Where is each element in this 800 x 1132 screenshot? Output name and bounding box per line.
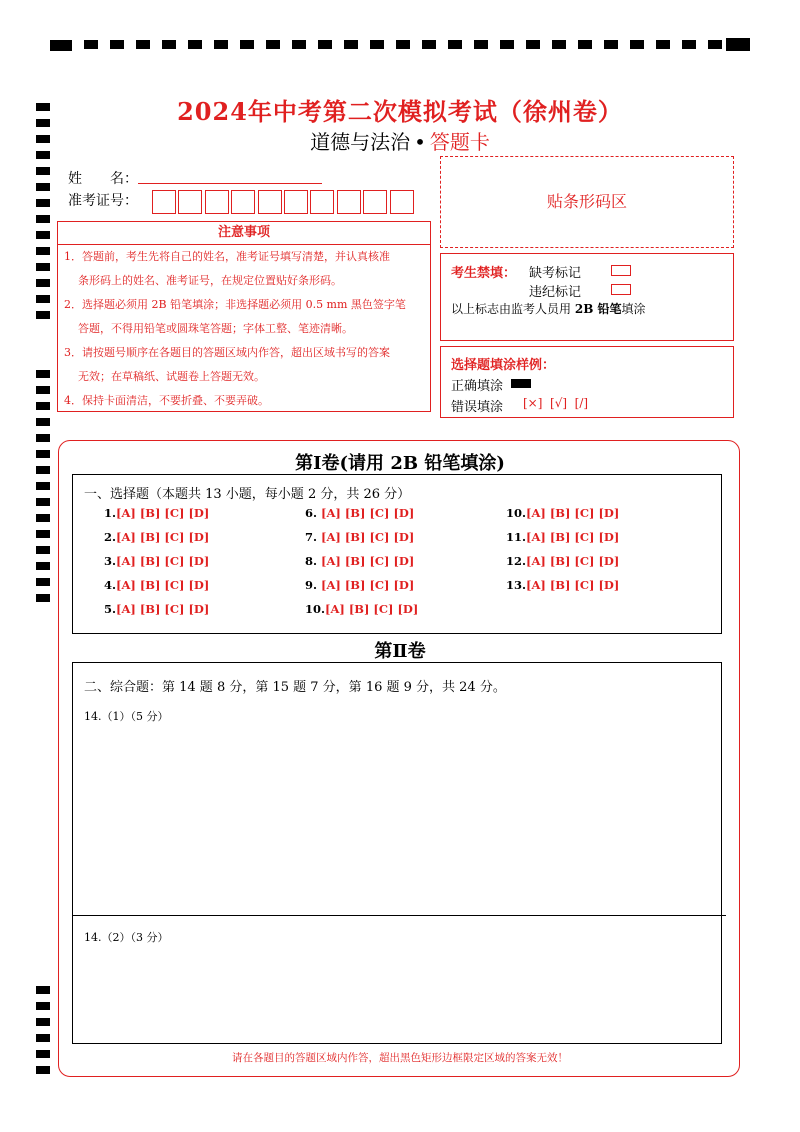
divider-line xyxy=(72,915,726,916)
separator-dot: • xyxy=(414,130,426,154)
question-6[interactable]: 6. [A] [B] [C] [D] xyxy=(305,506,415,520)
notice-line: 无效；在草稿纸、试题卷上答题无效。 xyxy=(78,370,265,383)
question-3[interactable]: 3.[A] [B] [C] [D] xyxy=(104,554,210,568)
question-2[interactable]: 2.[A] [B] [C] [D] xyxy=(104,530,210,544)
violation-mark-box[interactable] xyxy=(611,284,631,295)
notice-line: 答题，不得用铅笔或圆珠笔答题；字体工整、笔迹清晰。 xyxy=(78,322,353,335)
question-8[interactable]: 8. [A] [B] [C] [D] xyxy=(305,554,415,568)
answer-area-14-1[interactable] xyxy=(74,720,720,914)
notice-line: 1．答题前，考生先将自己的姓名，准考证号填写清楚，并认真核准 xyxy=(64,250,390,263)
question-14-1-label: 14.（1）（5 分） xyxy=(84,710,169,723)
notice-line: 2．选择题必须用 2B 铅笔填涂；非选择题必须用 0.5 mm 黑色签字笔 xyxy=(64,298,406,311)
question-10[interactable]: 10.[A] [B] [C] [D] xyxy=(506,506,620,520)
question-10-left[interactable]: 10.[A] [B] [C] [D] xyxy=(305,602,419,616)
question-7[interactable]: 7. [A] [B] [C] [D] xyxy=(305,530,415,544)
absent-mark-label: 缺考标记 xyxy=(529,266,582,281)
violation-mark-label: 违纪标记 xyxy=(529,285,582,300)
wrong-fill-samples: [×] [√] [/] xyxy=(523,396,589,410)
notice-line: 条形码上的姓名、准考证号，在规定位置贴好条形码。 xyxy=(78,274,342,287)
wrong-fill-label: 错误填涂 xyxy=(451,400,504,415)
notice-line: 3．请按题号顺序在各题目的答题区域内作答，超出区域书写的答案 xyxy=(64,346,390,359)
question-4[interactable]: 4.[A] [B] [C] [D] xyxy=(104,578,210,592)
question-5[interactable]: 5.[A] [B] [C] [D] xyxy=(104,602,210,616)
footer-warning: 请在各题目的答题区域内作答，超出黑色矩形边框限定区域的答案无效！ xyxy=(232,1052,568,1064)
subject-name: 道德与法治 xyxy=(310,130,411,154)
choice-section-heading: 一、选择题（本题共 13 小题，每小题 2 分，共 26 分） xyxy=(84,487,411,502)
answer-area-14-2[interactable] xyxy=(74,944,720,1042)
barcode-area-label: 贴条形码区 xyxy=(546,192,627,211)
proctor-note: 以上标志由监考人员用 2B 铅笔填涂 xyxy=(451,302,646,316)
barcode-area xyxy=(440,156,734,248)
id-label: 准考证号： xyxy=(68,193,138,209)
question-9[interactable]: 9. [A] [B] [C] [D] xyxy=(305,578,415,592)
notice-line: 4．保持卡面清洁，不要折叠、不要弄破。 xyxy=(64,394,269,407)
comprehensive-section-heading: 二、综合题：第 14 题 8 分，第 15 题 7 分，第 16 题 9 分，共 24 分。 xyxy=(84,680,506,695)
absent-mark-box[interactable] xyxy=(611,265,631,276)
question-12[interactable]: 12.[A] [B] [C] [D] xyxy=(506,554,620,568)
question-11[interactable]: 11.[A] [B] [C] [D] xyxy=(506,530,620,544)
proctor-box xyxy=(440,253,734,341)
exam-title: 2024年中考第二次模拟考试（徐州卷） xyxy=(177,97,623,126)
question-1[interactable]: 1.[A] [B] [C] [D] xyxy=(104,506,210,520)
name-field[interactable] xyxy=(138,183,322,184)
exam-id-boxes[interactable] xyxy=(152,190,416,214)
answer-card-label: 答题卡 xyxy=(429,130,490,154)
fill-example-box xyxy=(440,346,734,418)
proctor-label: 考生禁填： xyxy=(451,266,517,281)
notice-heading: 注意事项 xyxy=(58,222,430,245)
part1-title: 第Ⅰ卷(请用 2B 铅笔填涂) xyxy=(295,453,505,474)
fill-example-label: 选择题填涂样例： xyxy=(451,358,556,373)
question-13[interactable]: 13.[A] [B] [C] [D] xyxy=(506,578,620,592)
name-label: 姓 名： xyxy=(68,171,138,187)
question-14-2-label: 14.（2）（3 分） xyxy=(84,931,169,944)
exam-subtitle xyxy=(0,126,800,155)
correct-fill-label: 正确填涂 xyxy=(451,379,504,394)
part2-title: 第Ⅱ卷 xyxy=(374,641,426,662)
correct-fill-sample xyxy=(511,379,531,388)
